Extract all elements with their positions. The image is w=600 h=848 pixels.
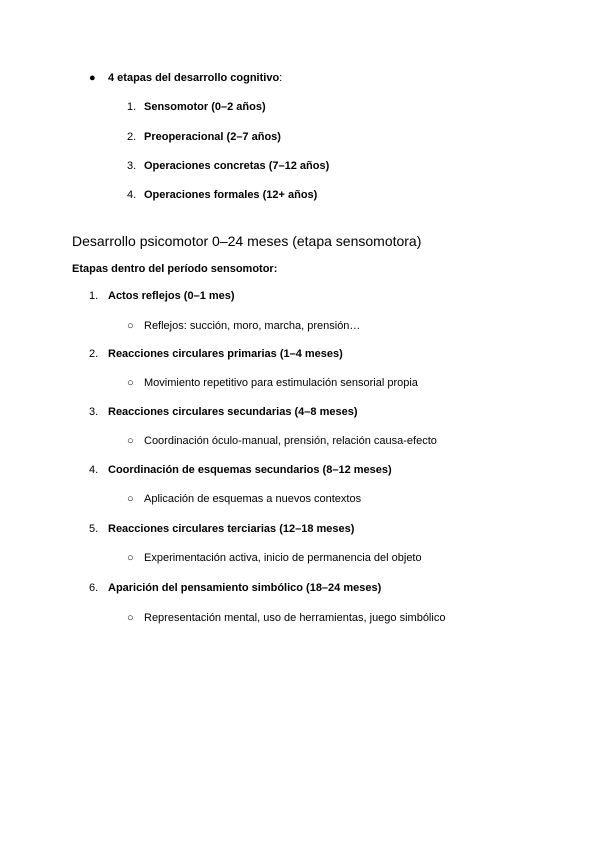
stage-title: Actos reflejos (0–1 mes) [108,290,235,302]
bullet-dot: ● [89,72,96,84]
intro-item-text: Operaciones formales (12+ años) [144,189,318,201]
intro-label-bold: 4 etapas del desarrollo cognitivo [108,72,280,84]
sub-bullet: ○ [127,435,134,447]
stage-title: Reacciones circulares secundarias (4–8 meses) [108,406,358,418]
stage-detail: Reflejos: succión, moro, marcha, prensión… [144,320,361,332]
intro-item-number: 2. [127,131,137,143]
section-subheading: Etapas dentro del período sensomotor: [72,263,278,275]
sub-bullet: ○ [127,612,134,624]
sub-bullet: ○ [127,552,134,564]
section-heading: Desarrollo psicomotor 0–24 meses (etapa sensomotora) [72,233,422,249]
sub-bullet: ○ [127,377,134,389]
stage-detail: Coordinación óculo-manual, prensión, relación causa-efecto [144,435,437,447]
stage-title: Reacciones circulares terciarias (12–18 meses) [108,523,355,535]
stage-number: 6. [89,582,99,594]
stage-title: Reacciones circulares primarias (1–4 meses) [108,348,343,360]
stage-number: 4. [89,464,99,476]
intro-item-number: 3. [127,160,137,172]
stage-detail: Representación mental, uso de herramientas, juego simbólico [144,612,446,624]
stage-title: Aparición del pensamiento simbólico (18–24 meses) [108,582,382,594]
intro-item-number: 4. [127,189,137,201]
intro-item-number: 1. [127,101,137,113]
stage-detail: Movimiento repetitivo para estimulación sensorial propia [144,377,418,389]
intro-item-text: Operaciones concretas (7–12 años) [144,160,330,172]
stage-detail: Experimentación activa, inicio de permanencia del objeto [144,552,422,564]
stage-title: Coordinación de esquemas secundarios (8–12 meses) [108,464,392,476]
sub-bullet: ○ [127,493,134,505]
intro-label [108,72,282,84]
stage-number: 2. [89,348,99,360]
sub-bullet: ○ [127,320,134,332]
stage-number: 3. [89,406,99,418]
intro-item-text: Preoperacional (2–7 años) [144,131,281,143]
intro-label-suffix: : [279,72,283,84]
intro-item-text: Sensomotor (0–2 años) [144,101,266,113]
stage-number: 5. [89,523,99,535]
stage-detail: Aplicación de esquemas a nuevos contextos [144,493,362,505]
stage-number: 1. [89,290,99,302]
